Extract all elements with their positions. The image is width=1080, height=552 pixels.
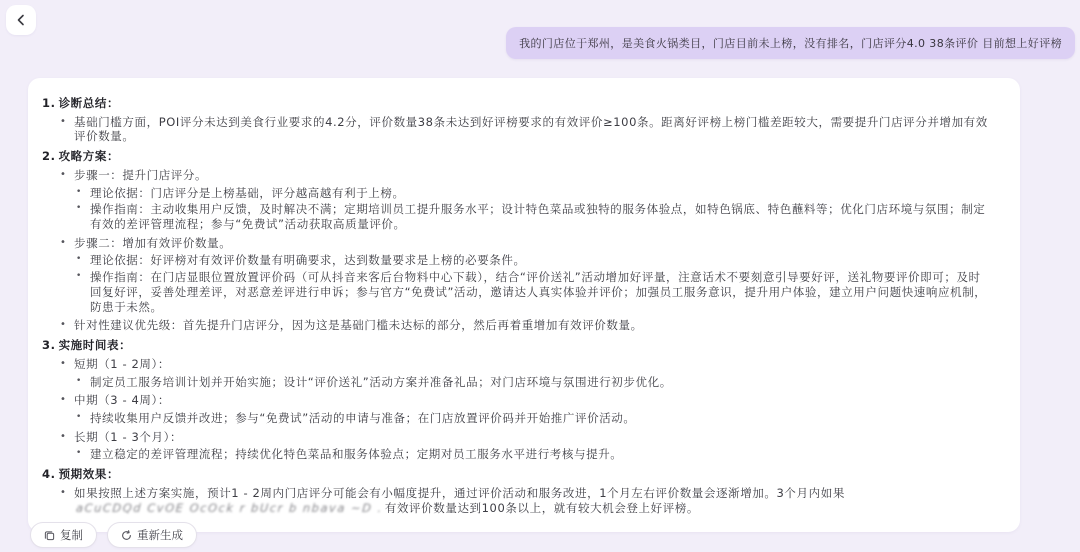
reply-section	[42, 96, 992, 144]
section-title-text: 诊断总结：	[58, 96, 120, 110]
list-item-text: 针对性建议优先级：首先提升门店评分，因为这是基础门槛未达标的部分，然后再着重增加有效评价数量。	[74, 318, 643, 333]
list-item	[76, 202, 992, 231]
list-item-text: 制定员工服务培训计划并开始实施；设计“评价送礼”活动方案并准备礼品；对门店环境与氛围进行初步优化。	[90, 374, 672, 389]
regenerate-button-label: 重新生成	[137, 528, 183, 542]
list-item	[76, 253, 992, 268]
list-item-text: 理论依据：好评榜对有效评价数量有明确要求，达到数量要求是上榜的必要条件。	[90, 253, 526, 268]
list-item	[60, 236, 992, 251]
bullet-dot-icon: •	[60, 319, 67, 331]
bullet-dot-icon: •	[76, 411, 82, 422]
back-button[interactable]	[6, 5, 36, 35]
list-item-text: 操作指南：在门店显眼位置放置评价码（可从抖音来客后台物料中心下载），结合“评价送礼”活动增加好评量，注意话术不要刻意引导要好评，送礼物要评价即可；及时回复好评，妥善处理差评，对恶意差评进行申诉；参与官方“免费试”活动，邀请达人真实体验并评价；加强员工服务意识，提升用户体验，建立用户问题快速响应机制，防患于未然。	[90, 270, 987, 314]
section-number: 4.	[42, 467, 56, 482]
list-item-text: 长期（1 - 3个月）：	[74, 429, 183, 444]
section-title	[42, 338, 992, 353]
list-item	[60, 430, 992, 445]
list-item-text: 操作指南：主动收集用户反馈，及时解决不满；定期培训员工提升服务水平；设计特色菜品或独特的服务体验点，如特色锅底、特色蘸料等；优化门店环境与氛围；制定有效的差评管理流程；参与“免费试”活动获取高质量评价。	[90, 202, 986, 232]
list-item	[60, 115, 992, 144]
reply-section	[42, 467, 992, 515]
copy-button-label: 复制	[60, 528, 83, 542]
assistant-reply-content	[42, 96, 992, 515]
section-number: 1.	[42, 96, 56, 110]
bullet-dot-icon: •	[76, 375, 82, 386]
list-item-text: 中期（3 - 4周）：	[74, 393, 170, 408]
bullet-dot-icon: •	[76, 203, 82, 214]
section-number: 3.	[42, 338, 56, 353]
bullet-dot-icon: •	[60, 430, 67, 442]
list-item-text-before: 如果按照上述方案实施，预计1 - 2周内门店评分可能会有小幅度提升，通过评价活动和服务改进，1个月左右评价数量会逐渐增加。3个月内如果	[74, 485, 845, 500]
list-item	[60, 393, 992, 408]
user-message-bubble: 我的门店位于郑州，是美食火锅类目，门店目前未上榜，没有排名，门店评分4.0 38条评价 目前想上好评榜	[506, 27, 1075, 59]
message-actions	[30, 522, 197, 548]
list-item	[76, 186, 992, 201]
reply-section	[42, 149, 992, 333]
refresh-icon	[121, 530, 132, 541]
list-item	[76, 270, 992, 314]
list-item	[60, 318, 992, 333]
list-item-text: 理论依据：门店评分是上榜基础，评分越高越有利于上榜。	[90, 185, 405, 200]
copy-button[interactable]	[30, 522, 97, 548]
section-title-text: 预期效果：	[58, 467, 120, 482]
copy-icon	[44, 530, 55, 541]
list-item-text: 基础门槛方面，POI评分未达到美食行业要求的4.2分，评价数量38条未达到好评榜要求的有效评价≥100条。距离好评榜上榜门槛差距较大，需要提升门店评分并增加有效评价数量。	[74, 114, 988, 144]
list-item-text: 建立稳定的差评管理流程；持续优化特色菜品和服务体验点；定期对员工服务水平进行考核与提升。	[90, 447, 623, 462]
section-title	[42, 96, 992, 111]
list-item-text: 持续收集用户反馈并改进；参与“免费试”活动的申请与准备；在门店放置评价码并开始推广评价活动。	[90, 410, 636, 425]
section-number: 2.	[42, 149, 56, 164]
regenerate-button[interactable]	[107, 522, 197, 548]
list-item-text: 短期（1 - 2周）：	[74, 356, 170, 371]
smudged-illegible-text: aCuCDQd CvOE OcOck r bUcr b nbava ~D .	[75, 500, 384, 515]
list-item-text: 步骤二：增加有效评价数量。	[74, 235, 232, 250]
chevron-left-icon	[15, 14, 27, 26]
list-item	[76, 447, 992, 462]
list-item	[76, 411, 992, 426]
assistant-reply-card	[28, 78, 1020, 532]
section-title	[42, 149, 992, 164]
section-title	[42, 467, 992, 482]
bullet-dot-icon: •	[76, 186, 82, 197]
bullet-dot-icon: •	[76, 254, 82, 265]
bullet-dot-icon: •	[60, 357, 67, 369]
list-item	[60, 168, 992, 183]
list-item	[76, 375, 992, 390]
reply-section	[42, 338, 992, 462]
section-title-text: 攻略方案：	[58, 149, 120, 164]
bullet-dot-icon: •	[60, 486, 67, 498]
list-item-text	[74, 486, 992, 515]
list-item-text: 步骤一：提升门店评分。	[74, 167, 208, 182]
bullet-dot-icon: •	[60, 394, 67, 406]
bullet-dot-icon: •	[76, 448, 82, 459]
list-item	[60, 486, 992, 515]
list-item	[60, 357, 992, 372]
bullet-dot-icon: •	[76, 271, 82, 282]
bullet-dot-icon: •	[60, 168, 67, 180]
bullet-dot-icon: •	[60, 236, 67, 248]
section-title-text: 实施时间表：	[58, 338, 132, 353]
bullet-dot-icon: •	[60, 115, 67, 127]
list-item-text-after: 有效评价数量达到100条以上，就有较大机会登上好评榜。	[384, 500, 699, 515]
